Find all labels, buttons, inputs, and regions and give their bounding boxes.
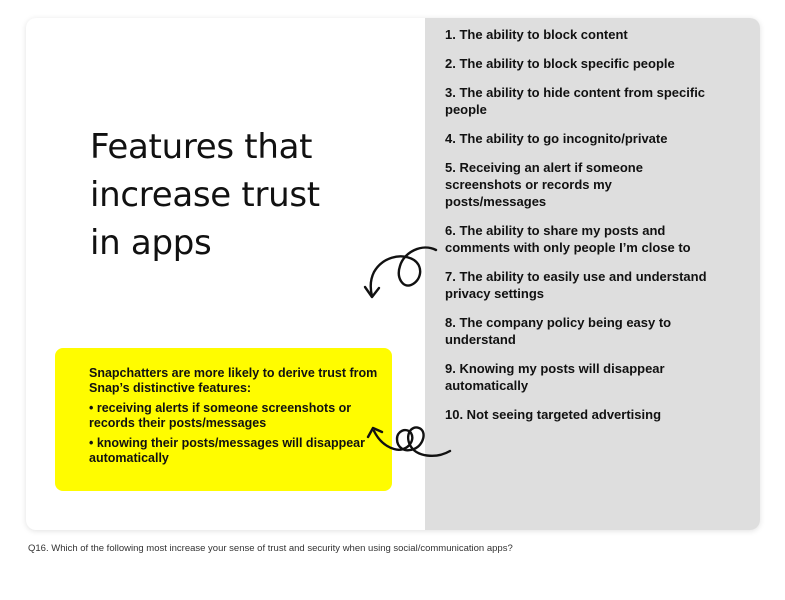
survey-question-footnote: Q16. Which of the following most increase your sense of trust and security when using social/communication apps? [28,543,513,554]
list-item: 4. The ability to go incognito/private [445,131,668,146]
list-item: 2. The ability to block specific people [445,56,675,71]
list-item: 1. The ability to block content [445,27,628,42]
title-line-2: increase trust [90,175,320,215]
list-item: 6. The ability to share my posts and comments with only people I’m close to [445,223,691,255]
callout-bullet-1: • receiving alerts if someone screenshots or records their posts/messages [89,401,352,430]
page-title [90,123,390,267]
loop-arrow-top-icon [356,240,446,302]
callout-bullet-2: • knowing their posts/messages will disappear automatically [89,436,365,465]
list-item: 5. Receiving an alert if someone screenshots or records my posts/messages [445,160,643,209]
list-item: 10. Not seeing targeted advertising [445,407,662,422]
list-item: 7. The ability to easily use and understand privacy settings [445,269,707,301]
trust-features-list [445,26,715,435]
list-item: 8. The company policy being easy to understand [445,315,672,347]
callout-intro: Snapchatters are more likely to derive trust from Snap’s distinctive features: [89,366,378,395]
list-item: 9. Knowing my posts will disappear automatically [445,361,665,393]
list-item: 3. The ability to hide content from specific people [445,85,706,117]
title-line-1: Features that [90,127,313,167]
title-line-3: in apps [90,223,212,263]
snapchat-callout-box [55,348,392,491]
loop-arrow-bottom-icon [364,415,454,463]
